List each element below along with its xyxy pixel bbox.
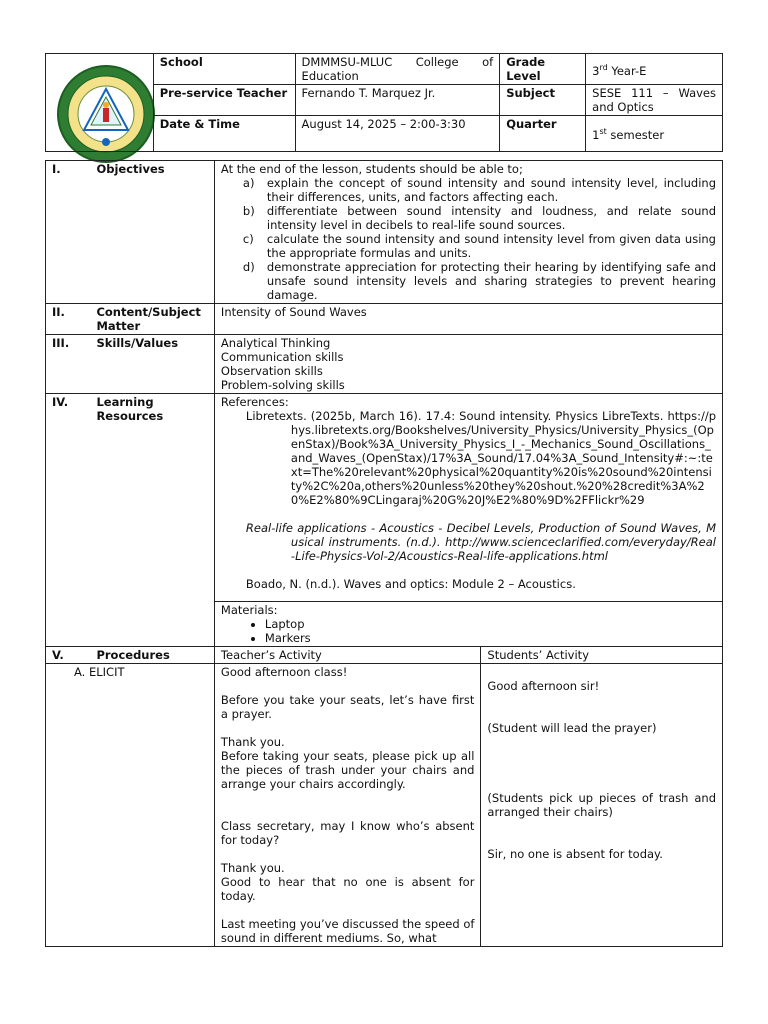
elicit-row [46, 664, 723, 947]
content-label: Content/Subject Matter [90, 304, 214, 335]
procedures-header-row [46, 647, 723, 664]
subject-value: SESE 111 – Waves and Optics [586, 85, 723, 116]
reference-libretexts: Libretexts. (2025b, March 16). 17.4: Sound intensity. Physics LibreTexts. https://phys.libretexts.org/Bookshelves/University_Physics/University_Physics_(OpenStax)/Book%3A_University_Physics_I_-_Mechanics_Sound_Oscillations_and_Waves_(OpenStax)/17%3A_Sound/17.04%3A_Sound_Intensity#:~:text=The%20relevant%20physical%20quantity%20is%20sound%20intensity%2C%20a,others%20unless%20they%20shout.%20%28credit%3A%20%E2%80%9CLingaraj%20G%20J%E2%80%9D%2FFlickr%29 [245, 409, 716, 507]
procedures-num: V. [46, 647, 91, 664]
resources-row [46, 394, 723, 602]
objectives-content [214, 161, 722, 304]
skills-list [214, 335, 722, 394]
content-num: II. [46, 304, 91, 335]
materials-label: Materials: [220, 603, 278, 617]
teacher-line: Good afternoon class! [220, 665, 348, 679]
student-line: Good afternoon sir! [487, 679, 600, 693]
content-value: Intensity of Sound Waves [214, 304, 722, 335]
reference-boado: Boado, N. (n.d.). Waves and optics: Module 2 – Acoustics. [245, 577, 576, 591]
objective-item: c) calculate the sound intensity and sound intensity level from given data using the appropriate formulas and units. [242, 232, 716, 260]
resources-label: Learning Resources [90, 394, 214, 647]
teacher-activity-cell [214, 664, 481, 947]
lesson-plan-table [45, 160, 723, 947]
date-value: August 14, 2025 – 2:00-3:30 [295, 116, 500, 152]
objective-item: b) differentiate between sound intensity and loudness, and relate sound intensity level in decibels to real-life sound sources. [242, 204, 716, 232]
skill-item: Analytical Thinking [220, 336, 331, 350]
teacher-line: Class secretary, may I know who’s absent for today? [220, 819, 475, 847]
grade-label: Grade Level [500, 54, 586, 85]
objectives-num: I. [46, 161, 91, 304]
skill-item: Problem-solving skills [220, 378, 345, 392]
objectives-list [221, 176, 716, 302]
student-line: Sir, no one is absent for today. [487, 847, 663, 861]
students-activity-cell [481, 664, 723, 947]
objectives-row [46, 161, 723, 304]
references-label: References: [220, 395, 289, 409]
materials-list [221, 617, 716, 645]
references-cell [214, 394, 722, 602]
school-label: School [153, 54, 295, 85]
objective-item: d) demonstrate appreciation for protecting their hearing by identifying safe and unsafe sound intensity levels and sharing strategies to prevent hearing damage. [242, 260, 716, 302]
procedures-label: Procedures [90, 647, 214, 664]
quarter-label: Quarter [500, 116, 586, 152]
material-item: • Laptop [265, 617, 716, 631]
material-item: • Markers [265, 631, 716, 645]
resources-num: IV. [46, 394, 91, 647]
content-row [46, 304, 723, 335]
objectives-intro: At the end of the lesson, students should be able to; [220, 162, 523, 176]
teacher-label: Pre-service Teacher [153, 85, 295, 116]
teacher-activity-header: Teacher’s Activity [214, 647, 481, 664]
skills-num: III. [46, 335, 91, 394]
materials-cell [214, 602, 722, 647]
reference-scienceclarified: Real-life applications - Acoustics - Decibel Levels, Production of Sound Waves, Musical instruments. (n.d.). http://www.scienceclarified.com/everyday/Real-Life-Physics-Vol-2/Acoustics-Real-life-applications.html [245, 521, 716, 563]
school-value: DMMMSU-MLUC College of Education [295, 54, 500, 85]
teacher-line: Good to hear that no one is absent for today. [220, 875, 475, 903]
skills-label: Skills/Values [90, 335, 214, 394]
skills-row [46, 335, 723, 394]
objective-item: a) explain the concept of sound intensity and sound intensity level, including their differences, units, and factors affecting each. [242, 176, 716, 204]
grade-value: 3rd Year-E [586, 54, 723, 85]
teacher-line: Before you take your seats, let’s have first a prayer. [220, 693, 475, 721]
header-table [45, 53, 723, 152]
quarter-value: 1st semester [586, 116, 723, 152]
teacher-value: Fernando T. Marquez Jr. [295, 85, 500, 116]
skill-item: Observation skills [220, 364, 323, 378]
elicit-label: A. ELICIT [46, 664, 215, 947]
date-label: Date & Time [153, 116, 295, 152]
student-line: (Student will lead the prayer) [487, 721, 657, 735]
subject-label: Subject [500, 85, 586, 116]
student-line: (Students pick up pieces of trash and arranged their chairs) [487, 791, 716, 819]
objectives-label: Objectives [90, 161, 214, 304]
teacher-line: Last meeting you’ve discussed the speed of sound in different mediums. So, what [220, 917, 475, 945]
skill-item: Communication skills [220, 350, 344, 364]
teacher-line: Thank you. [220, 861, 285, 875]
teacher-line: Thank you. [220, 735, 285, 749]
logo-cell [46, 54, 154, 152]
students-activity-header: Students’ Activity [481, 647, 723, 664]
teacher-line: Before taking your seats, please pick up all the pieces of trash under your chairs and arrange your chairs accordingly. [220, 749, 475, 791]
